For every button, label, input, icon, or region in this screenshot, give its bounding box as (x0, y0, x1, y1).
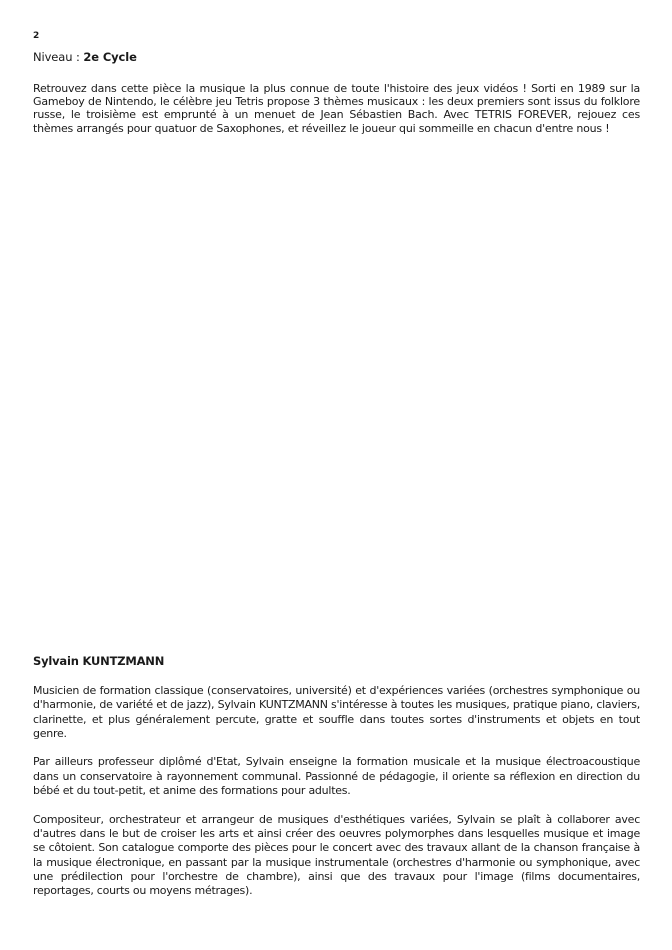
bio-paragraph-2: Par ailleurs professeur diplômé d'Etat, Sylvain enseigne la formation musicale et la musique électroacoustique dans un conservatoire à rayonnement communal. Passionné de pédagogie, il oriente sa réflexion en direction du bébé et du tout-petit, et anime des formations pour adultes. (33, 755, 640, 798)
bio-paragraph-1: Musicien de formation classique (conservatoires, université) et d'expériences variées (orchestres symphonique ou d'harmonie, de variété et de jazz), Sylvain KUNTZMANN s'intéresse à toutes les musiques, pratique piano, claviers, clarinette, et plus généralement percute, gratte et souffle dans toutes sortes d'instruments et objets en tout genre. (33, 684, 640, 740)
intro-paragraph: Retrouvez dans cette pièce la musique la plus connue de toute l'histoire des jeux vidéos ! Sorti en 1989 sur la Gameboy de Nintendo, le célèbre jeu Tetris propose 3 thèmes musicaux : les deux premiers sont issus du folklore russe, le troisième est emprunté à un menuet de Jean Sébastien Bach. Avec TETRIS FOREVER, rejouez ces thèmes arrangés pour quatuor de Saxophones, et réveillez le joueur qui sommeille en chacun d'entre nous ! (33, 82, 640, 135)
niveau-label: Niveau : (33, 50, 84, 64)
niveau-value: 2e Cycle (83, 50, 137, 64)
bio-paragraph-3: Compositeur, orchestrateur et arrangeur de musiques d'esthétiques variées, Sylvain se plaît à collaborer avec d'autres dans le but de croiser les arts et ainsi créer des oeuvres polymorphes dans lesquelles musique et image se côtoient. Son catalogue comporte des pièces pour le concert avec des travaux allant de la chanson française à la musique électronique, en passant par la musique instrumentale (orchestres d'harmonie ou symphonique, avec une prédilection pour l'orchestre de chambre), ainsi que des travaux pour l'image (films documentaires, reportages, courts ou moyens métrages). (33, 812, 640, 898)
author-name: Sylvain KUNTZMANN (33, 654, 165, 668)
niveau-line (33, 50, 137, 64)
author-bio (33, 684, 640, 898)
intro-text (33, 82, 640, 135)
page-number: 2 (33, 31, 40, 41)
